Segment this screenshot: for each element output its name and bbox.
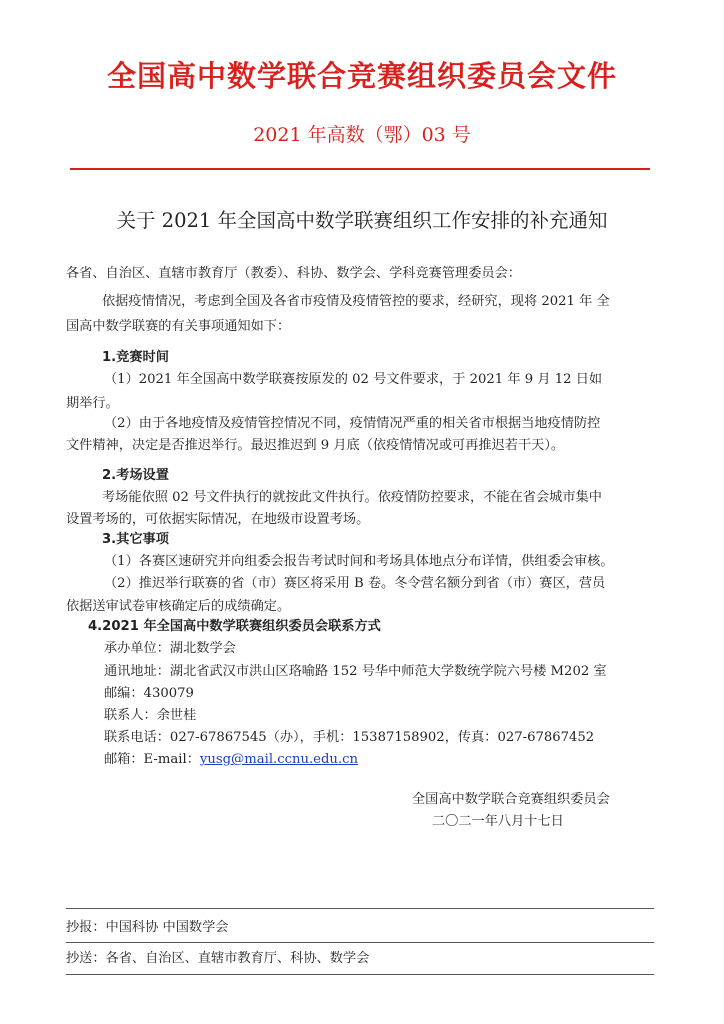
section-1-item-1-line-1: （1）2021 年全国高中数学联赛按原发的 02 号文件要求，于 2021 年 9 月 12 日如: [104, 372, 603, 387]
section-4-heading: 4.2021 年全国高中数学联赛组织委员会联系方式: [88, 619, 381, 634]
intro-line-2: 国高中数学联赛的有关事项通知如下：: [66, 319, 291, 334]
footer-divider-bottom: [66, 974, 654, 975]
section-3-item-2-line-1: （2）推迟举行联赛的省（市）赛区将采用 B 卷。冬令营名额分到省（市）赛区，营员: [104, 576, 606, 591]
contact-phone: 联系电话：027-67867545（办），手机：15387158902，传真：027-67867452: [104, 730, 595, 745]
email-label: 邮箱：E-mail：: [104, 752, 200, 767]
contact-organizer: 承办单位：湖北数学会: [104, 641, 236, 656]
section-3-heading: 3.其它事项: [102, 532, 169, 547]
document-number: 2021 年高数（鄂）03 号: [253, 124, 471, 146]
recipients: 各省、自治区、直辖市教育厅（教委）、科协、数学会、学科竞赛管理委员会：: [66, 266, 521, 281]
section-1-item-2-line-2: 文件精神，决定是否推迟举行。最迟推迟到 9 月底（依疫情情况或可再推迟若干天）。: [66, 438, 565, 453]
section-3-item-2-line-2: 依据送审试卷审核确定后的成绩确定。: [66, 599, 291, 614]
section-1-item-2-line-1: （2）由于各地疫情及疫情管控情况不同，疫情情况严重的相关省市根据当地疫情防控: [104, 416, 601, 431]
footer-report-to: 抄报：中国科协 中国数学会: [66, 920, 229, 935]
section-2-line-2: 设置考场的，可依据实际情况，在地级市设置考场。: [66, 512, 370, 527]
contact-address: 通讯地址：湖北省武汉市洪山区珞喻路 152 号华中师范大学数统学院六号楼 M202 室: [104, 664, 607, 679]
section-2-line-1: 考场能依照 02 号文件执行的就按此文件执行。依疫情防控要求，不能在省会城市集中: [102, 490, 602, 505]
intro-line-1: 依据疫情情况，考虑到全国及各省市疫情及疫情管控的要求，经研究，现将 2021 年 全: [102, 294, 610, 309]
signature-org: 全国高中数学联合竞赛组织委员会: [412, 792, 610, 807]
section-2-heading: 2.考场设置: [102, 468, 169, 483]
notice-subject: 关于 2021 年全国高中数学联赛组织工作安排的补充通知: [116, 209, 608, 232]
section-1-heading: 1.竞赛时间: [102, 350, 169, 365]
contact-postcode: 邮编：430079: [104, 686, 194, 701]
footer-divider-top: [66, 908, 654, 909]
contact-person: 联系人：余世桂: [104, 708, 197, 723]
section-3-item-1: （1）各赛区速研究并向组委会报告考试时间和考场具体地点分布详情，供组委会审核。: [104, 554, 614, 569]
header-divider: [70, 168, 650, 170]
footer-copy-to: 抄送：各省、自治区、直辖市教育厅、科协、数学会: [66, 951, 370, 966]
document-title: 全国高中数学联合竞赛组织委员会文件: [106, 59, 617, 93]
contact-email-row: [104, 750, 358, 770]
email-link[interactable]: yusg@mail.ccnu.edu.cn: [199, 752, 358, 767]
section-1-item-1-line-2: 期举行。: [66, 396, 119, 411]
footer-divider-middle: [66, 942, 654, 943]
signature-date: 二〇二一年八月十七日: [432, 814, 564, 829]
